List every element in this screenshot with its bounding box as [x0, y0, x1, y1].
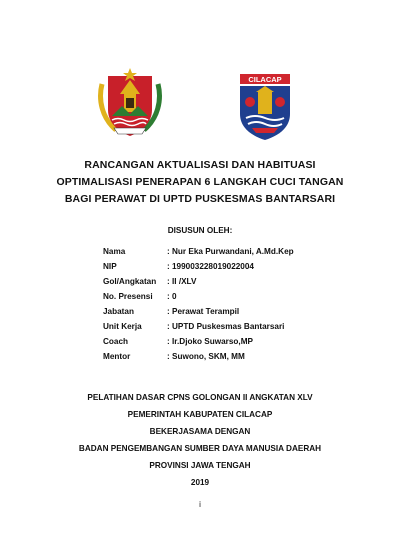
footer-line-year: 2019 [190, 478, 210, 487]
identity-label: NIP [103, 262, 117, 271]
page-number: i [199, 500, 201, 509]
footer-line-provinsi: PROVINSI JAWA TENGAH [149, 461, 251, 470]
identity-value: : Perawat Terampil [167, 307, 240, 316]
identity-label: Coach [103, 337, 129, 346]
identity-label: Nama [103, 247, 126, 256]
footer-line-pemerintah: PEMERINTAH KABUPATEN CILACAP [127, 410, 273, 419]
cilacap-emblem [236, 70, 294, 140]
cilacap-banner-text: CILACAP [248, 75, 282, 84]
disusun-oleh-label: DISUSUN OLEH: [167, 226, 233, 235]
identity-label: Unit Kerja [103, 322, 142, 331]
jawa-tengah-emblem [96, 66, 164, 140]
identity-label: Jabatan [103, 307, 134, 316]
footer-line-bekerjasama: BEKERJASAMA DENGAN [149, 427, 251, 436]
identity-value: : 0 [167, 292, 177, 301]
identity-label: Gol/Angkatan [103, 277, 157, 286]
identity-value: : UPTD Puskesmas Bantarsari [167, 322, 285, 331]
identity-value: : Suwono, SKM, MM [167, 352, 245, 361]
identity-label: No. Presensi [103, 292, 153, 301]
footer-line-badan: BADAN PENGEMBANGAN SUMBER DAYA MANUSIA DAERAH [78, 444, 322, 453]
document-title-line-1: RANCANGAN AKTUALISASI DAN HABITUASI [84, 159, 316, 171]
identity-value: : Ir.Djoko Suwarso,MP [167, 337, 253, 346]
identity-label: Mentor [103, 352, 131, 361]
identity-value: : Nur Eka Purwandani, A.Md.Kep [167, 247, 294, 256]
document-title-line-2: OPTIMALISASI PENERAPAN 6 LANGKAH CUCI TANGAN [56, 176, 344, 188]
document-title-line-3: BAGI PERAWAT DI UPTD PUSKESMAS BANTARSARI [64, 193, 336, 205]
footer-line-pelatihan: PELATIHAN DASAR CPNS GOLONGAN II ANGKATAN XLV [87, 393, 313, 402]
identity-value: : 199003228019022004 [167, 262, 254, 271]
identity-value: : II /XLV [167, 277, 197, 286]
